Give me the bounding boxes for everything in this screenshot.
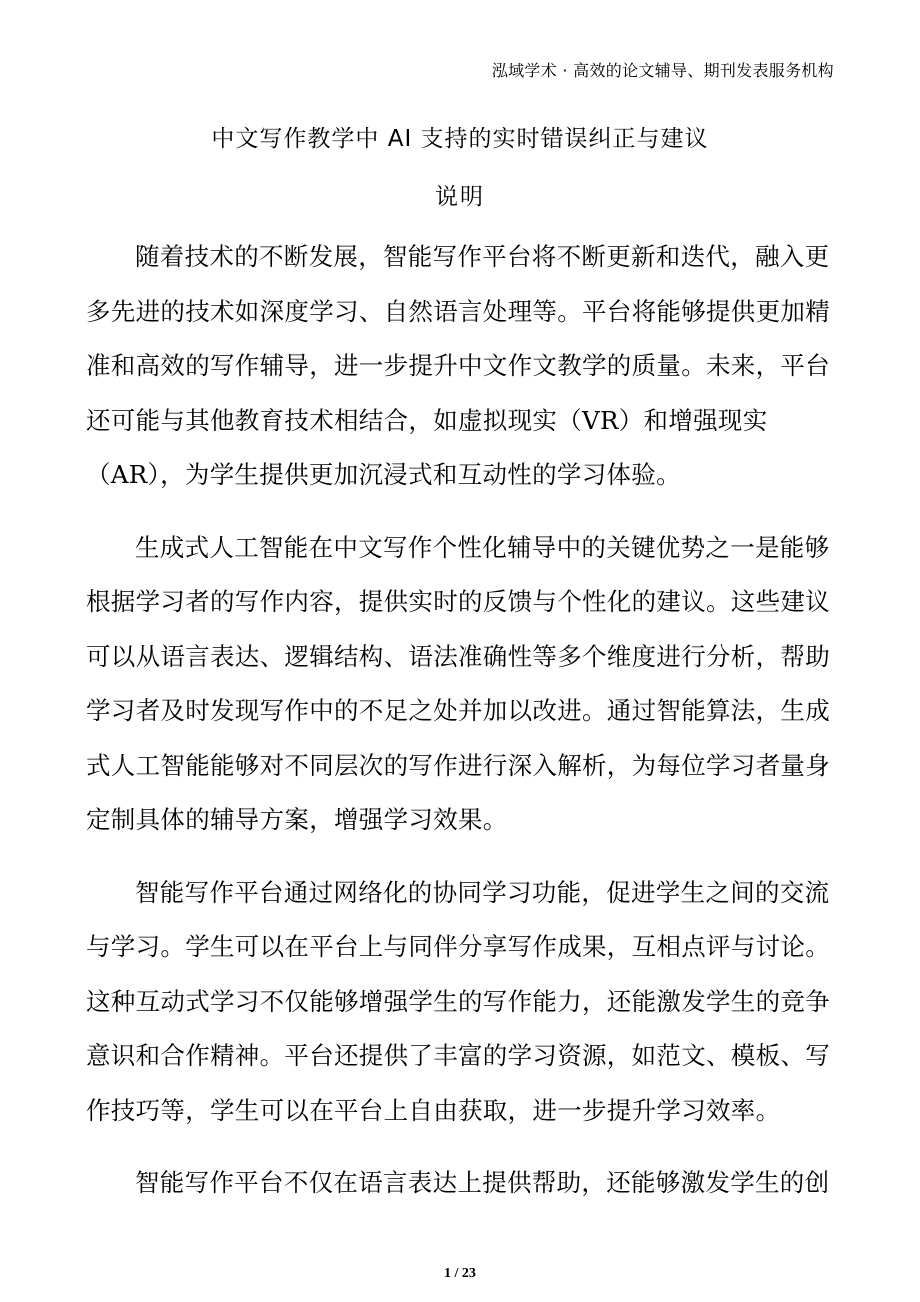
paragraph bbox=[86, 521, 836, 848]
page-header: 泓域学术 · 高效的论文辅导、期刊发表服务机构 bbox=[491, 61, 834, 80]
document-body bbox=[86, 230, 836, 1229]
paragraph bbox=[86, 1156, 836, 1211]
text-line: 智能写作平台不仅在语言表达上提供帮助，还能够激发学生的创 bbox=[135, 1168, 830, 1197]
text-line: 式人工智能能够对不同层次的写作进行深入解析，为每位学习者量身 bbox=[86, 750, 830, 780]
text-line: 与学习。学生可以在平台上与同伴分享写作成果，互相点评与讨论。 bbox=[86, 932, 830, 961]
text-line: 生成式人工智能在中文写作个性化辅导中的关键优势之一是能够 bbox=[135, 532, 830, 562]
page-number: 1 / 23 bbox=[444, 1266, 476, 1281]
text-line: 这种互动式学习不仅能够增强学生的写作能力，还能激发学生的竞争 bbox=[86, 986, 830, 1016]
text-line: 定制具体的辅导方案，增强学习效果。 bbox=[86, 805, 508, 834]
text-line: 多先进的技术如深度学习、自然语言处理等。平台将能够提供更加精 bbox=[86, 296, 830, 326]
paragraph bbox=[86, 866, 836, 1139]
text-line: 随着技术的不断发展，智能写作平台将不断更新和迭代，融入更 bbox=[135, 242, 830, 271]
text-line: 可以从语言表达、逻辑结构、语法准确性等多个维度进行分析，帮助 bbox=[86, 641, 830, 671]
text-line: 根据学习者的写作内容，提供实时的反馈与个性化的建议。这些建议 bbox=[86, 587, 830, 616]
section-heading: 说明 bbox=[435, 184, 485, 210]
text-line: 意识和合作精神。平台还提供了丰富的学习资源，如范文、模板、写 bbox=[86, 1041, 830, 1070]
paragraph bbox=[86, 230, 836, 503]
text-line: 智能写作平台通过网络化的协同学习功能，促进学生之间的交流 bbox=[135, 877, 830, 907]
text-line: 准和高效的写作辅导，进一步提升中文作文教学的质量。未来，平台 bbox=[86, 351, 830, 380]
text-line: 还可能与其他教育技术相结合，如虚拟现实（VR）和增强现实 bbox=[86, 405, 768, 435]
text-line: （AR），为学生提供更加沉浸式和互动性的学习体验。 bbox=[86, 460, 681, 489]
text-line: 学习者及时发现写作中的不足之处并加以改进。通过智能算法，生成 bbox=[86, 696, 830, 725]
text-line: 作技巧等，学生可以在平台上自由获取，进一步提升学习效率。 bbox=[86, 1095, 781, 1125]
document-title: 中文写作教学中 AI 支持的实时错误纠正与建议 bbox=[211, 126, 709, 152]
